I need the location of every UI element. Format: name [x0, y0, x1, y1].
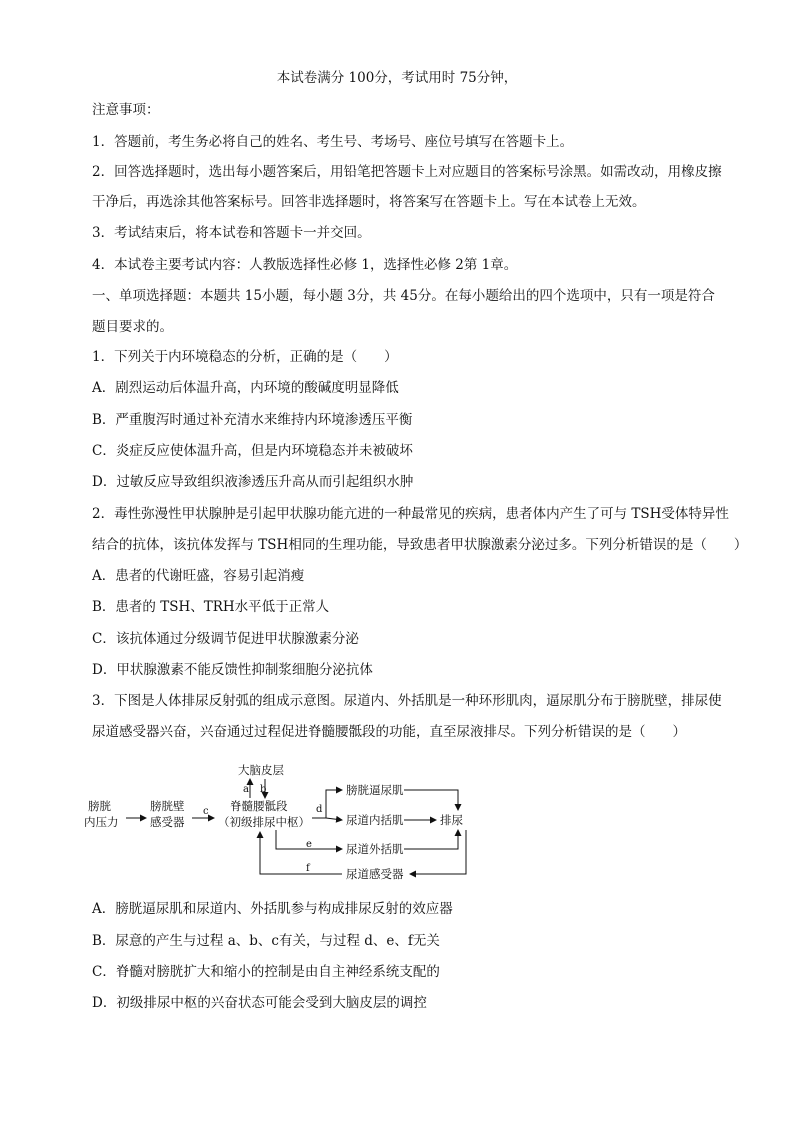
question-3-option-d: D．初级排尿中枢的兴奋状态可能会受到大脑皮层的调控	[92, 995, 427, 1011]
spinal-cord-node-line2: （初级排尿中枢）	[218, 815, 310, 829]
question-2-stem: 2．毒性弥漫性甲状腺肿是引起甲状腺功能亢进的一种最常见的疾病，患者体内产生了可与 TSH受体特异性	[92, 506, 729, 522]
notice-item: 2．回答选择题时，选出每小题答案后，用铅笔把答题卡上对应题目的答案标号涂黑。如需改动，用橡皮擦	[92, 164, 722, 180]
arrow-detrusor-urination	[404, 790, 458, 810]
question-2-stem: 结合的抗体，该抗体发挥与 TSH相同的生理功能，导致患者甲状腺激素分泌过多。下列分析错误的是（ ）	[92, 537, 748, 553]
outer-sphincter-node: 尿道外括肌	[346, 842, 404, 856]
brain-cortex-node: 大脑皮层	[238, 763, 284, 777]
spinal-cord-node: 脊髓腰骶段	[230, 799, 288, 813]
arrow-f	[260, 832, 342, 874]
question-2-option-d: D．甲状腺激素不能反馈性抑制浆细胞分泌抗体	[92, 662, 373, 678]
notice-item: 3．考试结束后，将本试卷和答题卡一并交回。	[92, 225, 371, 241]
bladder-pressure-node: 膀胱	[88, 799, 111, 813]
section-heading: 一、单项选择题：本题共 15小题，每小题 3分，共 45分。在每小题给出的四个选项中，只有一项是符合	[92, 288, 715, 304]
question-3-stem: 3．下图是人体排尿反射弧的组成示意图。尿道内、外括肌是一种环形肌肉，逼尿肌分布于膀胱壁，排尿使	[92, 693, 722, 709]
question-2-option-b: B．患者的 TSH、TRH水平低于正常人	[92, 599, 330, 615]
question-1-stem: 1．下列关于内环境稳态的分析，正确的是（ ）	[92, 349, 398, 365]
process-label-e: e	[306, 839, 312, 850]
question-2-option-c: C．该抗体通过分级调节促进甲状腺激素分泌	[92, 631, 359, 647]
question-1-option-a: A．剧烈运动后体温升高，内环境的酸碱度明显降低	[92, 380, 399, 396]
question-3-option-c: C．脊髓对膀胱扩大和缩小的控制是由自主神经系统支配的	[92, 964, 440, 980]
process-label-c: c	[203, 806, 209, 817]
arrow-d-inner	[326, 818, 342, 820]
process-label-a: a	[243, 784, 249, 795]
question-2-option-a: A．患者的代谢旺盛，容易引起消瘦	[92, 568, 305, 584]
question-3-option-a: A．膀胱逼尿肌和尿道内、外括肌参与构成排尿反射的效应器	[92, 901, 453, 917]
notice-item: 1．答题前，考生务必将自己的姓名、考生号、考场号、座位号填写在答题卡上。	[92, 134, 574, 150]
arrow-outer-urination	[404, 830, 458, 849]
urination-node: 排尿	[440, 813, 463, 827]
bladder-receptor-node-line2: 感受器	[150, 815, 185, 829]
bladder-pressure-node-line2: 内压力	[84, 815, 119, 829]
process-label-d: d	[316, 804, 323, 815]
exam-info: 本试卷满分 100分，考试用时 75分钟，	[276, 70, 518, 86]
question-1-option-d: D．过敏反应导致组织液渗透压升高从而引起组织水肿	[92, 474, 414, 490]
bladder-receptor-node: 膀胱壁	[150, 799, 185, 813]
urethra-receptor-node: 尿道感受器	[346, 867, 404, 881]
question-3-stem: 尿道感受器兴奋，兴奋通过过程促进脊髓腰骶段的功能，直至尿液排尽。下列分析错误的是（ ）	[92, 724, 686, 740]
notice-item: 干净后，再选涂其他答案标号。回答非选择题时，将答案写在答题卡上。写在本试卷上无效。	[92, 194, 646, 210]
question-3-option-b: B．尿意的产生与过程 a、b、c有关，与过程 d、e、f无关	[92, 933, 440, 949]
process-label-b: b	[260, 784, 267, 795]
reflex-arc-diagram	[80, 752, 480, 887]
inner-sphincter-node: 尿道内括肌	[346, 813, 404, 827]
section-heading: 题目要求的。	[92, 319, 173, 335]
question-1-option-b: B．严重腹泻时通过补充清水来维持内环境渗透压平衡	[92, 412, 413, 428]
process-label-f: f	[306, 863, 310, 874]
detrusor-node: 膀胱逼尿肌	[346, 783, 404, 797]
notice-item: 4．本试卷主要考试内容：人教版选择性必修 1，选择性必修 2第 1章。	[92, 257, 518, 273]
question-1-option-c: C．炎症反应使体温升高，但是内环境稳态并未被破坏	[92, 443, 413, 459]
notice-title: 注意事项：	[92, 102, 160, 118]
